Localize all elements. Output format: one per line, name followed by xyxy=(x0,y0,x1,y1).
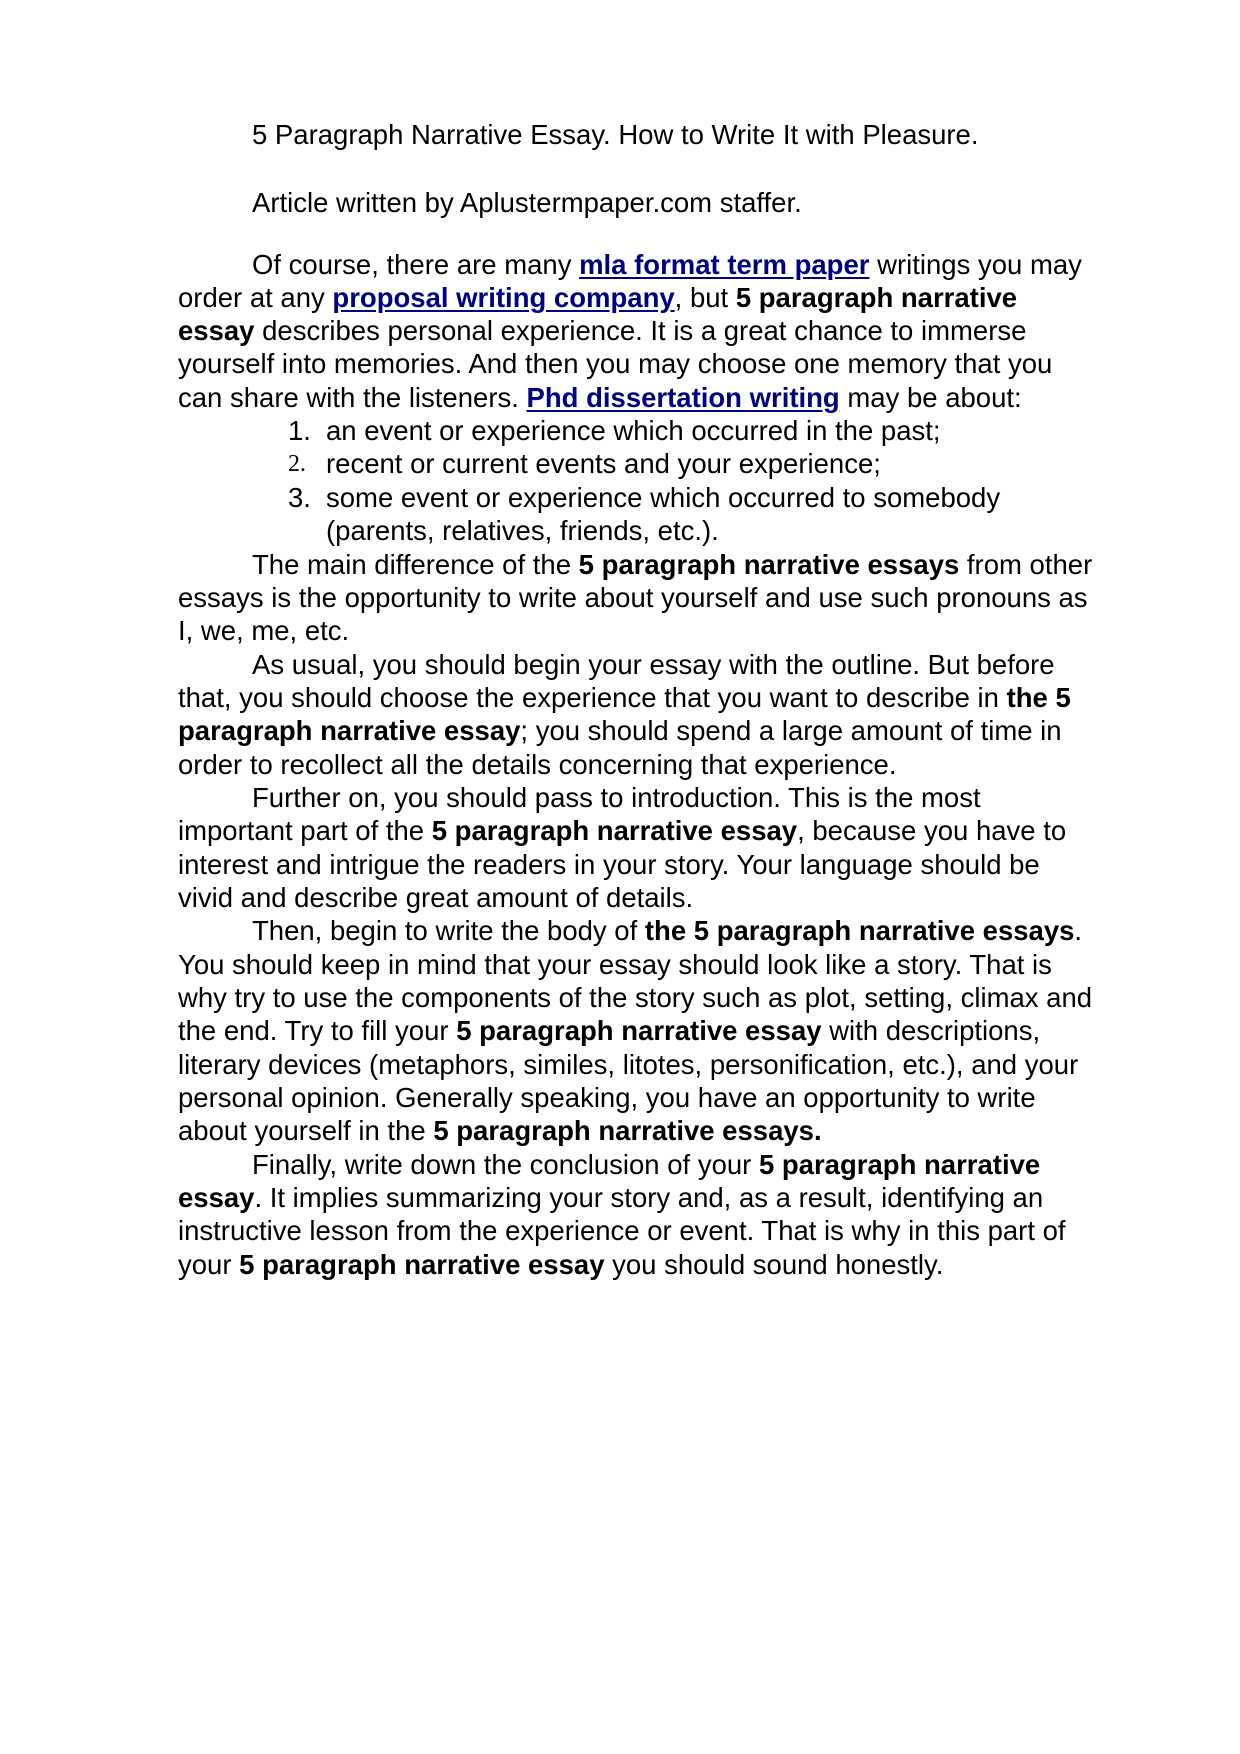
text-line xyxy=(178,714,1062,747)
text-line xyxy=(178,1181,1043,1214)
link-mla-format-term-paper[interactable]: mla format term paper xyxy=(579,249,870,280)
list-item-text: an event or experience which occurred in the past; xyxy=(326,415,941,446)
text-run: important part of the xyxy=(178,815,432,846)
bold-keyword: 5 paragraph narrative essays. xyxy=(433,1115,822,1146)
text-line: As usual, you should begin your essay with the outline. But before xyxy=(252,649,1055,680)
text-run: ; you should spend a large amount of time in xyxy=(520,715,1062,746)
text-run: with descriptions, xyxy=(821,1015,1041,1046)
text-run: writings you may xyxy=(869,249,1082,280)
text-run: . xyxy=(1074,915,1083,946)
bold-keyword: 5 paragraph narrative essay xyxy=(431,815,798,846)
text-line xyxy=(178,381,1022,414)
bold-keyword: 5 paragraph narrative xyxy=(758,1149,1041,1180)
text-line: instructive lesson from the experience or event. That is why in this part of xyxy=(178,1215,1066,1246)
document-title: 5 Paragraph Narrative Essay. How to Write It with Pleasure. xyxy=(252,119,979,150)
text-line: You should keep in mind that your essay should look like a story. That is xyxy=(178,949,1052,980)
text-line: interest and intrigue the readers in your story. Your language should be xyxy=(178,849,1040,880)
bold-keyword: the 5 xyxy=(1006,682,1071,713)
bold-keyword: paragraph narrative essay xyxy=(178,715,521,746)
list-number: 1. xyxy=(288,415,311,446)
text-run: order at any xyxy=(178,282,333,313)
text-run: Of course, there are many xyxy=(252,249,580,280)
list-item-text: some event or experience which occurred to somebody xyxy=(326,482,1001,513)
text-line xyxy=(178,1248,943,1281)
text-run: you should sound honestly. xyxy=(604,1249,944,1280)
text-run: The main difference of the xyxy=(252,549,579,580)
text-run: may be about: xyxy=(839,382,1022,413)
text-line: yourself into memories. And then you may choose one memory that you xyxy=(178,348,1053,379)
text-line: why try to use the components of the story such as plot, setting, climax and xyxy=(178,982,1093,1013)
text-line: personal opinion. Generally speaking, you have an opportunity to write xyxy=(178,1082,1036,1113)
text-line xyxy=(252,548,1092,581)
text-line xyxy=(178,681,1071,714)
list-item-text-continued: (parents, relatives, friends, etc.). xyxy=(326,515,719,546)
text-line: essays is the opportunity to write about yourself and use such pronouns as xyxy=(178,582,1088,613)
text-line xyxy=(178,314,1026,347)
byline: Article written by Aplustermpaper.com staffer. xyxy=(252,187,802,218)
text-line xyxy=(178,281,1017,314)
text-run: from other xyxy=(959,549,1093,580)
text-run: your xyxy=(178,1249,240,1280)
text-run: , because you have to xyxy=(797,815,1067,846)
text-run: that, you should choose the experience that you want to describe in xyxy=(178,682,1007,713)
text-run: describes personal experience. It is a great chance to immerse xyxy=(254,315,1027,346)
bold-keyword: 5 paragraph narrative essay xyxy=(456,1015,822,1046)
bold-keyword: 5 paragraph narrative essay xyxy=(239,1249,605,1280)
text-line xyxy=(252,1148,1040,1181)
text-run: can share with the listeners. xyxy=(178,382,527,413)
text-run: . It implies summarizing your story and, as a result, identifying an xyxy=(254,1182,1044,1213)
text-line: literary devices (metaphors, similes, litotes, personification, etc.), and your xyxy=(178,1049,1079,1080)
text-line xyxy=(178,1014,1040,1047)
text-line xyxy=(178,1114,822,1147)
list-item-text: recent or current events and your experience; xyxy=(326,448,881,479)
text-line xyxy=(178,814,1066,847)
list-number: 2. xyxy=(288,451,306,477)
text-run: Finally, write down the conclusion of your xyxy=(252,1149,759,1180)
bold-keyword: the 5 paragraph narrative essays xyxy=(644,915,1075,946)
text-run: , but xyxy=(674,282,736,313)
text-run: about yourself in the xyxy=(178,1115,434,1146)
link-phd-dissertation-writing[interactable]: Phd dissertation writing xyxy=(526,382,840,413)
text-line: vivid and describe great amount of details. xyxy=(178,882,694,913)
text-line: I, we, me, etc. xyxy=(178,615,350,646)
text-line xyxy=(252,914,1082,947)
text-run: the end. Try to fill your xyxy=(178,1015,457,1046)
bold-keyword: 5 paragraph narrative essays xyxy=(578,549,960,580)
text-line: order to recollect all the details concerning that experience. xyxy=(178,749,897,780)
list-number: 3. xyxy=(288,482,311,513)
bold-keyword: 5 paragraph narrative xyxy=(735,282,1018,313)
text-line: Further on, you should pass to introduction. This is the most xyxy=(252,782,981,813)
bold-keyword: essay xyxy=(178,315,255,346)
bold-keyword: essay xyxy=(178,1182,255,1213)
text-run: Then, begin to write the body of xyxy=(252,915,645,946)
text-line xyxy=(252,248,1082,281)
link-proposal-writing-company[interactable]: proposal writing company xyxy=(332,282,675,313)
